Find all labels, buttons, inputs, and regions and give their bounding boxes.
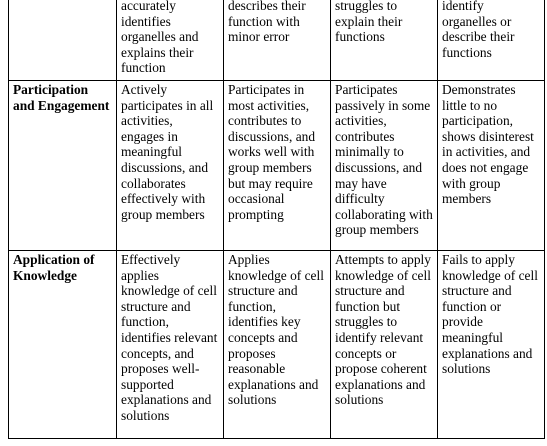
descriptor-cell: Demonstrates little to no participation, shows disinterest in activities, and does not engage with group members — [438, 81, 545, 251]
criterion-cell: Participation and Engagement — [9, 81, 117, 251]
descriptor-cell: Attempts to apply knowledge of cell structure and function but struggles to identify relevant concepts or propose coherent explanations and solutions — [331, 251, 438, 439]
table-row — [9, 251, 545, 439]
descriptor-cell: Actively participates in all activities, engages in meaningful discussions, and collaborates effectively with group members — [117, 81, 224, 251]
descriptor-cell: describes their function with minor error — [224, 0, 331, 81]
criterion-cell: Application of Knowledge — [9, 251, 117, 439]
descriptor-cell: Participates in most activities, contributes to discussions, and works well with group members but may require occasional prompting — [224, 81, 331, 251]
criterion-cell — [9, 0, 117, 81]
table-row — [9, 81, 545, 251]
table-row — [9, 0, 545, 81]
descriptor-cell: Participates passively in some activities, contributes minimally to discussions, and may have difficulty collaborating with group members — [331, 81, 438, 251]
rubric-table — [8, 0, 545, 439]
descriptor-cell: identify organelles or describe their functions — [438, 0, 545, 81]
descriptor-cell: Effectively applies knowledge of cell structure and function, identifies relevant concepts, and proposes well-supported explanations and solutions — [117, 251, 224, 439]
descriptor-cell: Fails to apply knowledge of cell structure and function or provide meaningful explanations and solutions — [438, 251, 545, 439]
descriptor-cell: struggles to explain their functions — [331, 0, 438, 81]
descriptor-cell: accurately identifies organelles and explains their function — [117, 0, 224, 81]
descriptor-cell: Applies knowledge of cell structure and function, identifies key concepts and proposes reasonable explanations and solutions — [224, 251, 331, 439]
